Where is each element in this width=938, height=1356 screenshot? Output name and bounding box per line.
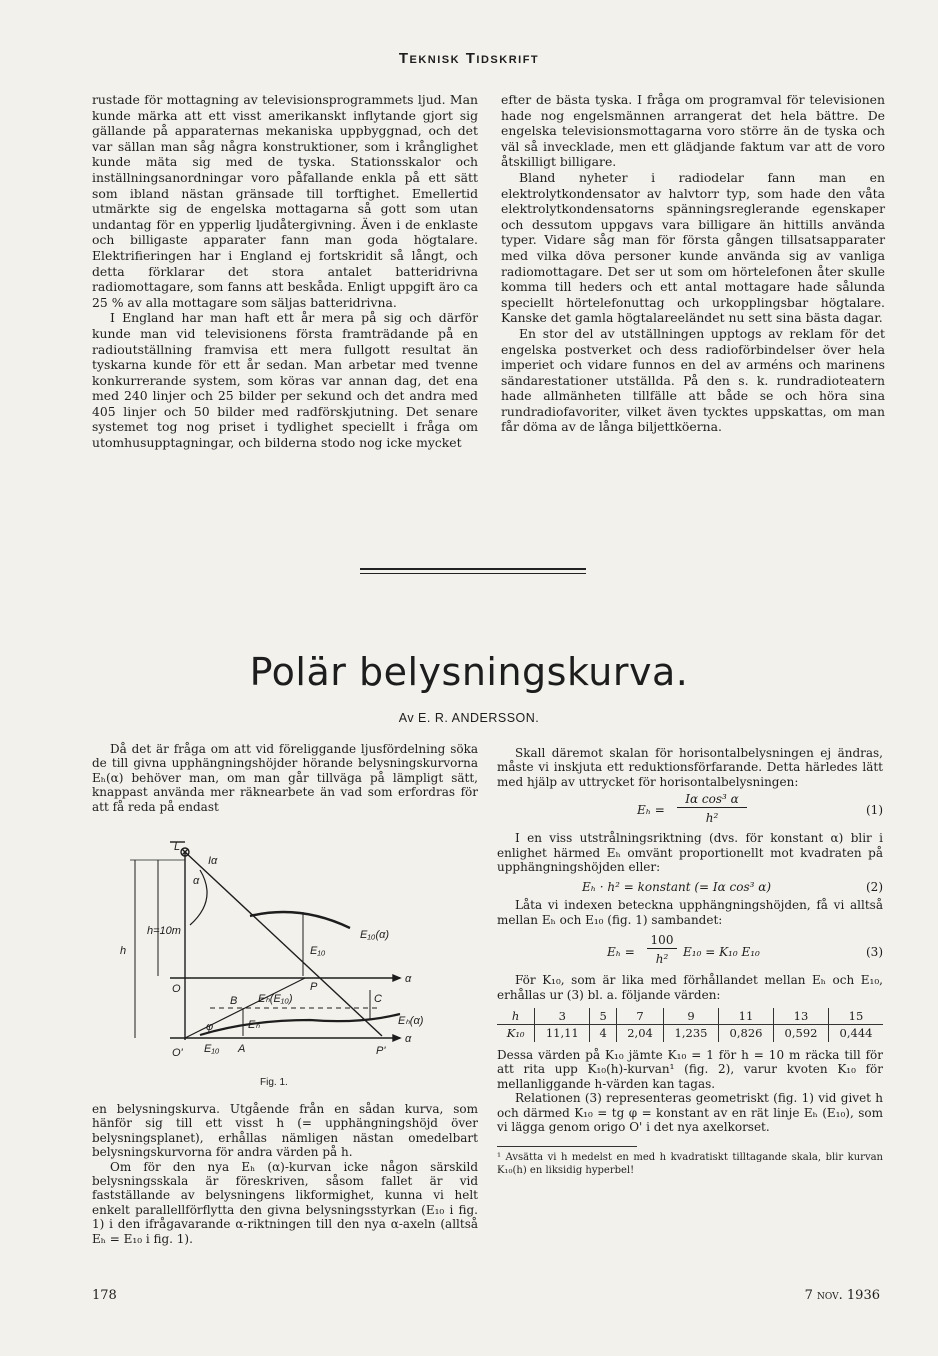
paragraph: Om för den nya Eₕ (α)-kurvan icke någon särskild belysningsskala är föreskriven, såsom fallet är vid fastställande av belysningens likformighet, kunna vi helt enkelt parallellförflytta den givna belysningsstyrkan (E₁₀ i fig. 1) i den ifrågavarande α-riktningen till den nya α-axeln (alltså Eₕ = E₁₀ i fig. 1). — [92, 1159, 478, 1246]
table-cell: 7 — [617, 1008, 664, 1025]
table-cell: 9 — [664, 1008, 719, 1025]
label-phi: φ — [206, 1021, 214, 1033]
label-alpha: α — [193, 875, 200, 887]
journal-header: Teknisk Tidskrift — [398, 50, 540, 67]
table-header-h: h — [497, 1008, 535, 1025]
label-p: P — [310, 981, 318, 993]
curve-e10-alpha — [250, 912, 350, 928]
label-ia: Iα — [208, 855, 218, 867]
article-intro — [92, 742, 478, 814]
eq3-lhs: Eₕ = — [607, 945, 635, 960]
eq1-number: (1) — [866, 803, 883, 818]
eq3-rhs: E₁₀ = K₁₀ E₁₀ — [683, 945, 760, 960]
k10-table — [497, 1008, 883, 1042]
paragraph: I England har man haft ett år mera på sig och därför kunde man vid televisionens första framträdande på en radioutställning framvisa ett mera fullgott resultat än tyskarna kunde för ett år sedan. Man arbetar med tvenne konkurrerande system, som köras var annan dag, det ena med 240 linjer och 25 bilder per sekund och det andra med 405 linjer och 50 bilder med radförskjutning. Det senare systemet tog nog priset i tydlighet speciellt i fråga om utomhusupptagningar, och bilderna stodo nog icke mycket — [92, 310, 478, 451]
label-eh-e10: Eₕ(E₁₀) — [258, 993, 293, 1005]
label-e10-lower: E₁₀ — [204, 1043, 220, 1055]
label-o-prime: O' — [172, 1047, 183, 1059]
eq3-denominator: h² — [655, 952, 669, 967]
paragraph: Bland nyheter i radiodelar fann man en elektrolytkondensator av halvtorr typ, som hade den våta elektrolytkondensatorns spänningsreglerande egenskaper och dessutom uppgavs vara billigare än hittills använda typer. Vidare såg man för första gången tillsatsapparater med vilka döva personer kunde använda sig av vanliga radiomottagare. Det ser ut som om hörtelefonen åter skulle komma till heders och ett antal mottagare hade sålunda speciellt hörtelefonuttag och urkopplingsbar högtalare. Kanske det gamla högtalareeländet nu sett sina bästa dagar. — [501, 169, 885, 326]
paragraph: I en viss utstrålningsriktning (dvs. för konstant α) blir i enlighet härmed Eₕ omvänt proportionellt mot kvadraten på upphängningshöjden eller: — [497, 831, 883, 875]
equation-2 — [497, 878, 883, 898]
equation-1 — [497, 791, 883, 831]
label-eh: Eₕ — [248, 1019, 260, 1031]
label-e10: E₁₀ — [310, 945, 326, 957]
paragraph: rustade för mottagning av televisionsprogrammets ljud. Man kunde märka att ett visst amerikanskt inflytande gjort sig gällande på apparaternas mekaniska uppbyggnad, och det var sällan man såg några konstruktioner, som i krånglighet kunde mäta sig med de tyska. Stationsskalor och inställningsanordningar voro påfallande enkla på ett sätt som ibland nästan gränsade till torftighet. Emellertid utmärkte sig de engelska mottagarna så gott som utan undantag för en ypperlig ljudåtergivning. Även i de enklaste och billigaste apparater fann man goda högtalare. Elektrifieringen har i England ej fortskridit så långt, och detta förklarar det stora antalet batteridrivna radiomottagare, som fanns att beskåda. Enligt uppgift äro ca 25 % av alla mottagare som säljas batteridrivna. — [92, 92, 478, 310]
label-eh-alpha: Eₕ(α) — [398, 1015, 424, 1027]
table-cell: 3 — [535, 1008, 590, 1025]
label-l: L — [174, 841, 181, 853]
table-cell: 11,11 — [535, 1025, 590, 1042]
paragraph: För K₁₀, som är lika med förhållandet mellan Eₕ och E₁₀, erhållas ur (3) bl. a. följande värden: — [497, 973, 883, 1002]
table-cell: 2,04 — [617, 1025, 664, 1042]
table-cell: 0,826 — [719, 1025, 774, 1042]
label-h10: h=10m — [147, 925, 181, 937]
table-row — [497, 1025, 883, 1042]
table-cell: 0,444 — [829, 1025, 884, 1042]
label-a-axis-2: α — [405, 1033, 412, 1045]
table-cell: 11 — [719, 1008, 774, 1025]
footnote: ¹ Avsätta vi h medelst en med h kvadratiskt tilltagande skala, blir kurvan K₁₀(h) en liksidig hyperbel! — [497, 1152, 883, 1177]
table-cell: 0,592 — [774, 1025, 829, 1042]
label-a-point: A — [238, 1043, 246, 1055]
table-cell: 1,235 — [664, 1025, 719, 1042]
label-h: h — [120, 945, 127, 957]
footnote-rule — [497, 1146, 637, 1147]
table-row — [497, 1008, 883, 1025]
eq2-number: (2) — [866, 880, 883, 895]
paragraph: Skall däremot skalan för horisontalbelysningen ej ändras, måste vi inskjuta ett reduktionsförfarande. Detta härledes lätt med hjälp av uttrycket för horisontalbelysningen: — [497, 746, 883, 789]
paragraph: en belysningskurva. Utgående från en sådan kurva, som hänför sig till ett visst h (= upphängningshöjd över belysningsplanet), erhållas nämligen nästan omedelbart belysningskurvorna för andra värden på h. — [92, 1102, 478, 1160]
label-b: B — [230, 995, 238, 1007]
divider-rule — [360, 568, 586, 570]
page-number: 178 — [92, 1288, 117, 1303]
paragraph: efter de bästa tyska. I fråga om programval för televisionen hade nog engelsmännen arrangerat det hela bättre. De engelska televisionsmottagarna voro större än de tyska och väl så invecklade, men ett glädjande faktum var att de voro åtskilligt billigare. — [501, 92, 885, 170]
eq1-lhs: Eₕ = — [637, 803, 665, 818]
eq3-number: (3) — [866, 945, 883, 960]
eq1-numerator: Iα cos³ α — [677, 792, 747, 807]
paragraph: Relationen (3) representeras geometriskt (fig. 1) vid givet h och därmed K₁₀ = tg φ = konstant av en rät linje Eₕ (E₁₀), som vi lägga genom origo O' i det nya axelkorset. — [497, 1091, 883, 1134]
paragraph: Dessa värden på K₁₀ jämte K₁₀ = 1 för h = 10 m räcka till för att rita upp K₁₀(h)-kurvan¹ (fig. 2), varur kvoten K₁₀ för mellanliggande h-värden kan tagas. — [497, 1047, 883, 1091]
eq3-numerator: 100 — [647, 933, 677, 948]
top-right-column — [501, 92, 885, 435]
paragraph: Då det är fråga om att vid föreliggande ljusfördelning söka de till givna upphängningshöjder hörande belysningskurvorna Eₕ(α) behöver man, om man går tillväga på lämpligt sätt, knappast använda mer räknearbete än vad som erfordras för att få reda på endast — [92, 742, 478, 814]
table-cell: 13 — [774, 1008, 829, 1025]
divider-rule — [360, 573, 586, 574]
figure-1-diagram — [100, 830, 460, 1080]
top-left-column — [92, 92, 478, 451]
label-e10-alpha: E₁₀(α) — [360, 929, 390, 941]
article-right-column — [497, 746, 883, 1177]
issue-date: 7 nov. 1936 — [804, 1288, 880, 1303]
equation-3 — [497, 931, 883, 973]
table-cell: 5 — [590, 1008, 617, 1025]
eq2-body: Eₕ · h² = konstant (= Iα cos³ α) — [582, 880, 772, 895]
paragraph: Låta vi indexen beteckna upphängningshöjden, få vi alltså mellan Eₕ och E₁₀ (fig. 1) sambandet: — [497, 898, 883, 927]
label-c: C — [374, 993, 382, 1005]
table-cell: 4 — [590, 1025, 617, 1042]
article-title: Polär belysningskurva. — [249, 650, 689, 694]
article-left-continued — [92, 1102, 478, 1246]
label-o: O — [172, 983, 181, 995]
figure-caption: Fig. 1. — [260, 1077, 288, 1088]
label-p-prime: P' — [376, 1045, 386, 1057]
table-header-k10: K₁₀ — [506, 1026, 525, 1041]
table-cell: 15 — [829, 1008, 884, 1025]
byline: Av E. R. ANDERSSON. — [398, 711, 540, 725]
paragraph: En stor del av utställningen upptogs av reklam för det engelska postverket och dess radioförbindelser över hela imperiet och vidare funnos en del av arméns och marinens sändarestationer utställda. På den s. k. rundradioteatern hade allmänheten tillfälle att både se och höra sina rundradiofavoriter, vilket även tycktes uppskattas, om man får döma av de långa biljettköerna. — [501, 325, 885, 435]
label-a-axis-1: α — [405, 973, 412, 985]
eq1-denominator: h² — [705, 811, 719, 826]
